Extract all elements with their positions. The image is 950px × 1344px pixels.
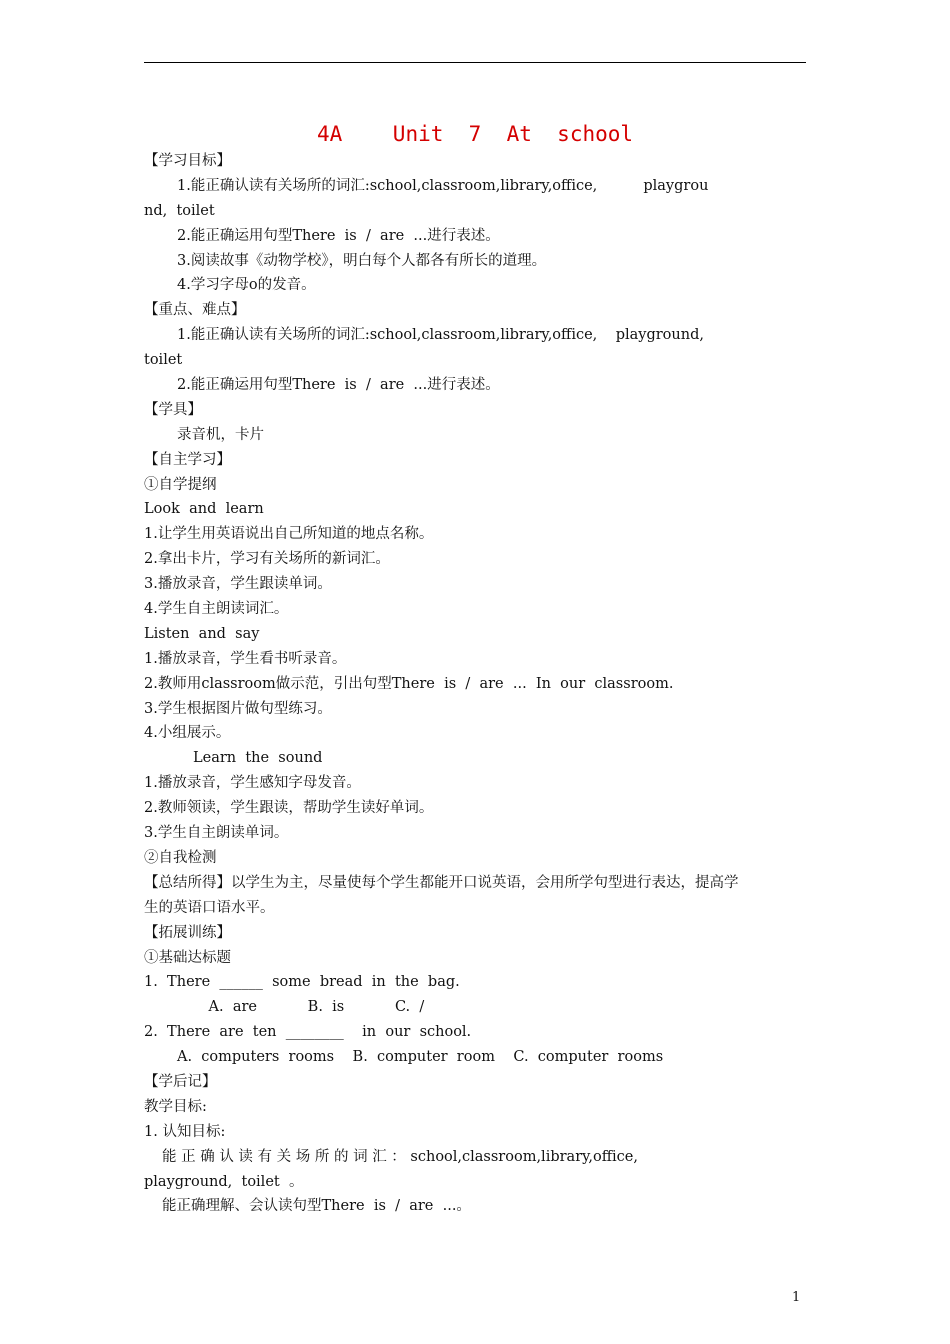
document-line: 1. There ______ some bread in the bag. <box>144 974 460 991</box>
document-line: 1.能正确认读有关场所的词汇:school,classroom,library,office, playground, <box>177 327 704 344</box>
document-line: 能 正 确 认 读 有 关 场 所 的 词 汇 ： school,classroom,library,office, <box>162 1148 638 1165</box>
document-line: 生的英语口语水平。 <box>144 899 275 916</box>
document-line: A. are B. is C. / <box>144 999 425 1016</box>
document-line: playground, toilet 。 <box>144 1173 304 1190</box>
document-line: 2.拿出卡片，学习有关场所的新词汇。 <box>144 551 390 568</box>
document-line: 教学目标: <box>144 1098 207 1115</box>
document-line: 1.能正确认读有关场所的词汇:school,classroom,library,office, playgrou <box>177 177 709 194</box>
document-line: 1.让学生用英语说出自己所知道的地点名称。 <box>144 526 434 543</box>
document-line: Look and learn <box>144 501 264 518</box>
document-line: 2.能正确运用句型There is / are ...进行表述。 <box>177 377 500 394</box>
header-rule <box>144 62 806 63</box>
document-line: ①基础达标题 <box>144 949 231 966</box>
document-line: 3.阅读故事《动物学校》，明白每个人都各有所长的道理。 <box>177 252 547 269</box>
document-line: 3.播放录音，学生跟读单词。 <box>144 576 332 593</box>
document-line: 【自主学习】 <box>144 451 231 468</box>
document-line: Learn the sound <box>193 750 323 767</box>
document-line: 【拓展训练】 <box>144 924 231 941</box>
document-line: 【重点、难点】 <box>144 302 246 319</box>
page-title: 4A Unit 7 At school <box>316 122 634 146</box>
document-line: 1.播放录音，学生看书听录音。 <box>144 650 347 667</box>
document-line: nd, toilet <box>144 202 215 219</box>
document-line: 【学习目标】 <box>144 153 231 169</box>
document-line: 4.学习字母o的发音。 <box>177 277 316 294</box>
document-line: 能正确理解、会认读句型There is / are ...。 <box>162 1198 471 1215</box>
document-line: 2.教师领读，学生跟读，帮助学生读好单词。 <box>144 800 434 817</box>
document-line: 1.播放录音，学生感知字母发音。 <box>144 775 361 792</box>
document-line: 3.学生根据图片做句型练习。 <box>144 700 332 717</box>
document-line: 【学后记】 <box>144 1073 217 1090</box>
document-line: ②自我检测 <box>144 849 217 866</box>
document-line: 4.小组展示。 <box>144 725 231 742</box>
page-number: 1 <box>792 1290 801 1305</box>
document-line: A. computers rooms B. computer room C. computer rooms <box>177 1049 664 1066</box>
document-line: ①自学提纲 <box>144 476 217 493</box>
document-line: toilet <box>144 352 183 369</box>
document-line: 3.学生自主朗读单词。 <box>144 825 289 842</box>
document-line: 【总结所得】以学生为主，尽量使每个学生都能开口说英语，会用所学句型进行表达，提高学 <box>144 874 739 891</box>
document-line: 录音机，卡片 <box>177 426 264 443</box>
document-line: 2. There are ten ________ in our school. <box>144 1024 472 1041</box>
document-line: 2.能正确运用句型There is / are ...进行表述。 <box>177 227 500 244</box>
document-body <box>144 149 806 1219</box>
document-line: 【学具】 <box>144 401 202 418</box>
document-line: 1. 认知目标: <box>144 1123 226 1140</box>
document-line: 2.教师用classroom做示范，引出句型There is / are ... In our classroom. <box>144 675 674 692</box>
document-line: 4.学生自主朗读词汇。 <box>144 601 289 618</box>
document-line: Listen and say <box>144 625 260 642</box>
